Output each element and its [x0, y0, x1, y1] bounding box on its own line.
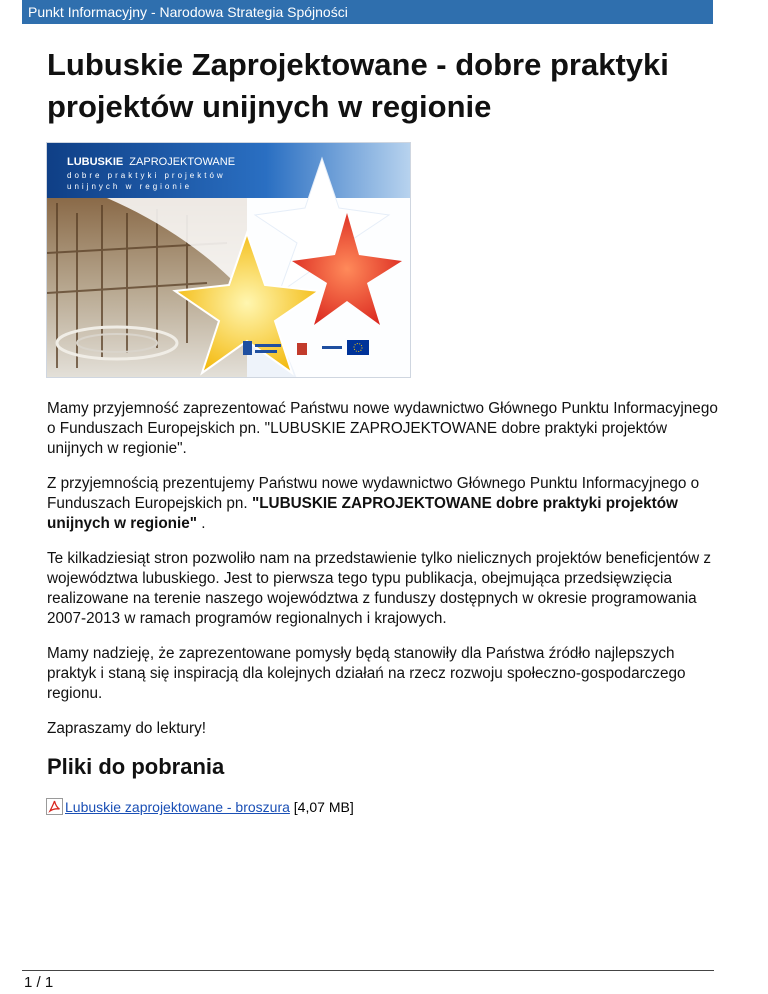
paragraph: Zapraszamy do lektury!: [47, 720, 206, 737]
svg-text:LUBUSKIE ZAPROJEKTOWANE: [67, 156, 235, 168]
pdf-icon: [46, 798, 63, 820]
paragraph: [47, 474, 727, 534]
cover-image: [46, 142, 411, 378]
downloads-heading: Pliki do pobrania: [47, 754, 225, 779]
paragraph-text: Z przyjemnością prezentujemy Państwu nowe wydawnictwo Głównego Punktu Informacyjnego o Funduszach Europejskich pn.: [47, 475, 700, 512]
page-number: 1 / 1: [24, 974, 54, 991]
site-title: Punkt Informacyjny - Narodowa Strategia Spójności: [28, 4, 348, 20]
page-title: Lubuskie Zaprojektowane - dobre praktyki projektów unijnych w regionie: [47, 47, 669, 124]
cover-line-3: unijnych w regionie: [67, 182, 193, 191]
paragraph-text: .: [197, 515, 206, 532]
paragraph: Mamy przyjemność zaprezentować Państwu nowe wydawnictwo Głównego Punktu Informacyjnego o Funduszach Europejskich pn. "LUBUSKIE ZAPROJEKTOWANE dobre praktyki projektów unijnych w regionie".: [47, 400, 718, 457]
footer-divider: [22, 970, 714, 971]
cover-title-light: ZAPROJEKTOWANE: [129, 156, 236, 168]
cover-line-2: dobre praktyki projektów: [67, 171, 226, 180]
site-header-bar: [22, 0, 713, 24]
paragraph: Te kilkadziesiąt stron pozwoliło nam na przedstawienie tylko nielicznych projektów beneficjentów z województwa lubuskiego. Jest to pierwsza tego typu publikacja, obejmująca przedsięwzięcia realizowane na terenie naszego województwa z funduszy dostępnych w okresie programowania 2007-2013 w ramach programów regionalnych i krajowych.: [47, 550, 712, 627]
publication-title-bold: "LUBUSKIE ZAPROJEKTOWANE dobre praktyki projektów unijnych w regionie": [47, 495, 678, 532]
cover-title-bold: LUBUSKIE: [67, 156, 124, 168]
download-item: [46, 797, 354, 820]
article-body: [47, 399, 727, 754]
file-size: [4,07 MB]: [293, 799, 354, 815]
paragraph: Mamy nadzieję, że zaprezentowane pomysły będą stanowiły dla Państwa źródło najlepszych praktyk i staną się inspiracją dla kolejnych działań na rzecz rozwoju społeczno-gospodarczego regionu.: [47, 645, 686, 702]
download-link[interactable]: Lubuskie zaprojektowane - broszura: [65, 799, 290, 815]
